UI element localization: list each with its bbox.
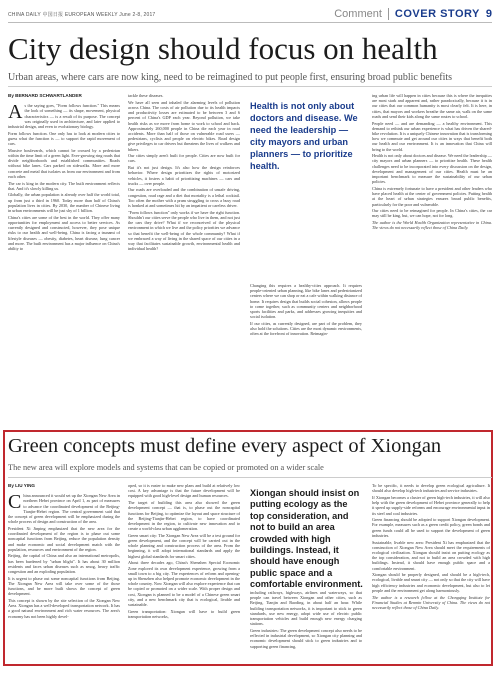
story1-dropcap: A <box>8 101 23 124</box>
story1-byline: By BERNARD SCHWARTLANDER <box>8 93 82 98</box>
cover-story-label: COVER STORY <box>394 8 480 20</box>
story1-column-1 <box>8 93 120 425</box>
paragraph: Xiongan should be properly designed, and should be a high-tech, ecological, livable and smart city — not only so that the city will have high efficiency industries and economic development, but also to let people and the environment get along harmoniously. <box>372 572 490 593</box>
paragraph: Our roads are overloaded and the combination of unsafe driving, congestion, road rage and a diet that mortality is a lethal cocktail. Too often the mother with a pram struggling to cross a busy road is honked at and sometimes hit by an impatient or careless driver. <box>128 187 240 209</box>
divider <box>388 8 389 20</box>
paragraph: tackle these diseases. <box>128 93 164 98</box>
paragraph: Globally, the urban population is already over half the world total, up from just a third in 1960. Today more than half of China's population lives in cities. By 2030, the number of Chinese living in urban environments will be just shy of 1 billion. <box>8 192 120 214</box>
story2-byline: By LIU YING <box>8 483 35 488</box>
paragraph: Green financing should be adopted to support Xiongan development. For example, measures such as a green credit policy, green bonds and green funds could all be used to support the development of green industries. <box>372 517 490 538</box>
author-note: The author is the World Health Organization representative in China. The views do not necessarily reflect those of China Daily. <box>372 220 492 231</box>
story1-headline: City design should focus on health <box>8 31 438 66</box>
paragraph: Beijing, the capital of China and also an international metropolis, has been burdened by "urban blight". It has about 30 million residents and faces urban diseases such as smog, heavy traffic congestion and an exploding population. <box>8 553 120 575</box>
divider <box>8 86 492 87</box>
story1-column-3 <box>250 283 362 425</box>
story2-headline: Green concepts must define every aspect of Xiongan <box>8 435 442 457</box>
paragraph: We have all seen and inhaled the alarming levels of pollution across China. The costs of air pollution due to its health impacts and productivity losses are estimated to be between 3 and 6 percent of China's GDP each year. Beyond pollution, we take health risks as we move from home to work to school and back. Approximately 260,000 people in China die each year in road accidents. More than half of those on vulnerable road users — pedestrians, cyclists and people on electric bikes. Road design give privileges to car drivers but threatens the lives of walkers and bikers. <box>128 99 240 152</box>
paragraph: About three decades ago, China's Shenzhen Special Economic Zone explored its own development experience, growing from a small town to a big city. The experiences of reform and opening-up in Shenzhen also helped promote economic development in the whole country. Now Xiongan will also explore experience that can be copied or promoted on a wider scale. With proper design and cost, Xiongan is planned to be a model of a Chinese green smart city, and a new benchmark city that is ecological, livable and sustainable. <box>128 560 240 607</box>
paragraph: Green transportation: Xiongan will have to build green transportation networks, <box>128 608 240 619</box>
paragraph: China's cities are some of the best in the world. They offer many opportunities for employment and access to better services. As currently designed and constructed, however, they pose unique risks to our health and well-being. China is facing a tsunami of lifestyle diseases — obesity, diabetes, heart disease, lung cancer and more. The built environment has a major influence on China's ability to <box>8 214 120 251</box>
story2-column-3 <box>250 590 362 663</box>
story2-column-4 <box>372 483 490 663</box>
story2-column-2 <box>128 483 240 663</box>
story1-pull-quote: Health is not only about doctors and disease. We need the leadership — city mayors and urban planners — to prioritize health. <box>250 101 358 171</box>
story1-column-4 <box>372 93 492 425</box>
paragraph: oped, so it is easier to make new plans and build at relatively low cost. A key advantage is that the future development will be equipped with good high-level design and human resources. <box>128 483 240 499</box>
page-number: 9 <box>485 8 492 20</box>
paragraph: The target of building this area also showed the green development concept — that is, to phase out the noncapital functions for Beijing, to optimize the layout and space structure of the Beijing-Tianjin-Hebei region, to have coordinated development in the region, to cultivate new innovation and to create a world-class urban agglomeration. <box>128 500 240 532</box>
paragraph: Changing this requires a healthy-cities approach. It requires people-oriented urban planning, like bike lanes and pedestrianized centers where we can shop or eat a cafe within walking distance of home. It requires design that builds social cohesion, allows people to come together, such as community centers and neighborhood sports facilities and parks, and addresses growing inequities and social isolation. <box>250 283 362 320</box>
paragraph: If our cities, as currently designed, are part of the problem, they also hold the solutions. Cities are the most dynamic environments, often at the forefront of innovation. Reimagin- <box>250 320 362 337</box>
paragraph: Our cities simply aren't built for people. Cities are now built for cars. <box>128 153 240 164</box>
story2-column-1 <box>8 483 120 663</box>
paragraph: including railways, highways, airlines and waterways, so that people can travel between Xiongan and other cities, such as Beijing, Tianjin and Baoding, in about half an hour. While building transportation networks, it is important to stick to green standards, use new energy, adopt wide use of electric public transportation vehicles and build enough new energy charging stations. <box>250 590 362 627</box>
paragraph: hina announced it would set up the Xiongan New Area in northern Hebei province on April 1, as part of measures to advance the coordinated development of the Beijing-Tianjin-Hebei region. The central government said that the concept of green development will be emphasized during the whole process of design and construction of the area. <box>8 493 120 525</box>
paragraph: "Form follows function" only works if we have the right function. Shouldn't our cities serve the people who live in them, and not just the cars they drive? What if we reconceived of the physical environment in which we live and the policy priorities we advance so that benefit the well-being of the whole community? What if we embraced a way of living in the shared space of our cities in a way that facilitates sustainable growth, environmental health and individual health? <box>128 209 240 252</box>
paragraph: But it's not just design. It's also how the design reinforces behavior. Where design prioritizes the rights of motorized vehicles, it fosters a habit of prioritizing machines — cars and trucks — over people. <box>128 165 240 186</box>
paragraph: If Xiongan becomes a cluster of green high-tech industries, it will also help with the green development of Hebei province generally to help it speed up supply-side reforms and encourage environmental input in its steel and coal industries. <box>372 494 490 516</box>
paragraph: Green industries: The green development concept also needs to be reflected in industrial development, so Xiongan city planning and economic development should stick to green industries and to supporting green financing, <box>250 627 362 649</box>
paragraph: China is extremely fortunate to have a president and other leaders who have placed health at the center of government policies. Putting health at the heart of urban strategies ensures broad public benefits, particularly for the poor and vulnerable. <box>372 185 492 207</box>
paragraph: Sustainable, livable new area: President Xi has emphasized that the construction of Xiongan New Area should meet the requirements of ecological civilization. Xiongan should insist on putting ecology as the top consideration, and not to build an area crowded with high buildings. Instead, it should have enough public space and a comfortable environment. <box>372 539 490 571</box>
masthead <box>8 6 492 23</box>
paragraph: It is urgent to phase out some noncapital functions from Beijing. The Xiongan New Area will take over some of the those functions, and be more built shows the concept of green development. <box>8 575 120 597</box>
paragraph: Health is not only about doctors and disease. We need the leadership — city mayors and urban planners — to prioritize health. These health challenges need to be incorporated into every discussion on the design, development and management of our cities. Health must be an important benchmark to measure the sustainability of our urban policies. <box>372 153 492 185</box>
paragraph: The car is king in the modern city. The built environment reflects that. And it's slowly killing us. <box>8 180 120 191</box>
paragraph: Form follows function. One only has to look at modern cities to guess what the function is — to support the rapid movement of cars. <box>8 130 120 147</box>
story2-pull-quote: Xiongan should insist on putting ecology as the top consideration, and not to build an area crowded with high buildings. Instead, it should have enough public space and a comfortable environment. <box>250 488 363 590</box>
section-label: Comment <box>334 8 382 20</box>
story2-deck: The new area will explore models and systems that can be copied or promoted on a wider scale <box>8 463 324 472</box>
paragraph: To be specific, it needs to develop green ecological agriculture. It should also develop high-tech industries and service industries. <box>372 483 490 494</box>
story2-dropcap: C <box>8 491 22 514</box>
paragraph: Green smart city: The Xiongan New Area will be a test ground for green development, and the concept will be carried out in the whole planning and construction process of the area. From the beginning, it will adopt international standards and apply the highest global standards for smart cities. <box>128 532 240 559</box>
paragraph: People need — and are demanding — a healthy environment. This demand to rethink our urban experience is what has driven the shared-bike revolution. It is a uniquely Chinese innovation that is transforming how we commute and get around our cities in ways that benefit both our health and our environment. It is an innovation that China will bring to the world. <box>372 120 492 152</box>
paragraph: ing urban life will happen in cities because this is where the inequities are most stark and apparent and, rather paradoxically, because it is in our cities that our common humanity is most clearly felt. It is here, in cities, that mayors and workers breathe the same air, walk on the same roads and send their kids along the same routes to school. <box>372 93 492 119</box>
paragraph: s the saying goes, "Form follows function." This means the look of something — its shape, movement, physical characteristics — is a result of its purpose. The concept was originally used in architecture, and later applied to industrial design, and even to evolutionary biology. <box>8 103 120 130</box>
paragraph: This concept is shown by the site selection of the Xiongan New Area. Xiongan has a well-developed transportation network. It has a good natural environment and rich water resources. The area's economy has not been highly devel- <box>8 598 120 619</box>
section-header <box>334 8 492 20</box>
paragraph: Massive boulevards, which cannot be crossed by a pedestrian within the time limit of a green light. Ever-growing ring roads that divide neighborhoods and established communities. Roads without bike lanes. Cars parked on sidewalks. More and more concrete and metal that isolates us from our environment and from each other. <box>8 147 120 179</box>
story1-deck: Urban areas, where cars are now king, need to be reimagined to put people first, ensuring broad public benefits <box>8 72 453 83</box>
paragraph: Our cities need to be reimagined for people. In China's cities, the car may still be king, but, we can hope, not for long. <box>372 208 492 219</box>
paragraph: President Xi Jinping emphasized that the new area for the coordinated development of the region is to phase out some noncapital functions from Beijing, reduce the population density and make economic and social development match with the population, resources and environment of the region. <box>8 525 120 552</box>
publication-line: CHINA DAILY 中国日报 EUROPEAN WEEKLY June 2-8, 2017 <box>8 11 156 18</box>
story1-column-2 <box>128 93 240 425</box>
author-note: The author is a research fellow at the Chongqing Institute for Financial Studies at Renmin University of China. The views do not necessarily reflect those of China Daily. <box>372 594 490 610</box>
divider <box>8 477 492 478</box>
